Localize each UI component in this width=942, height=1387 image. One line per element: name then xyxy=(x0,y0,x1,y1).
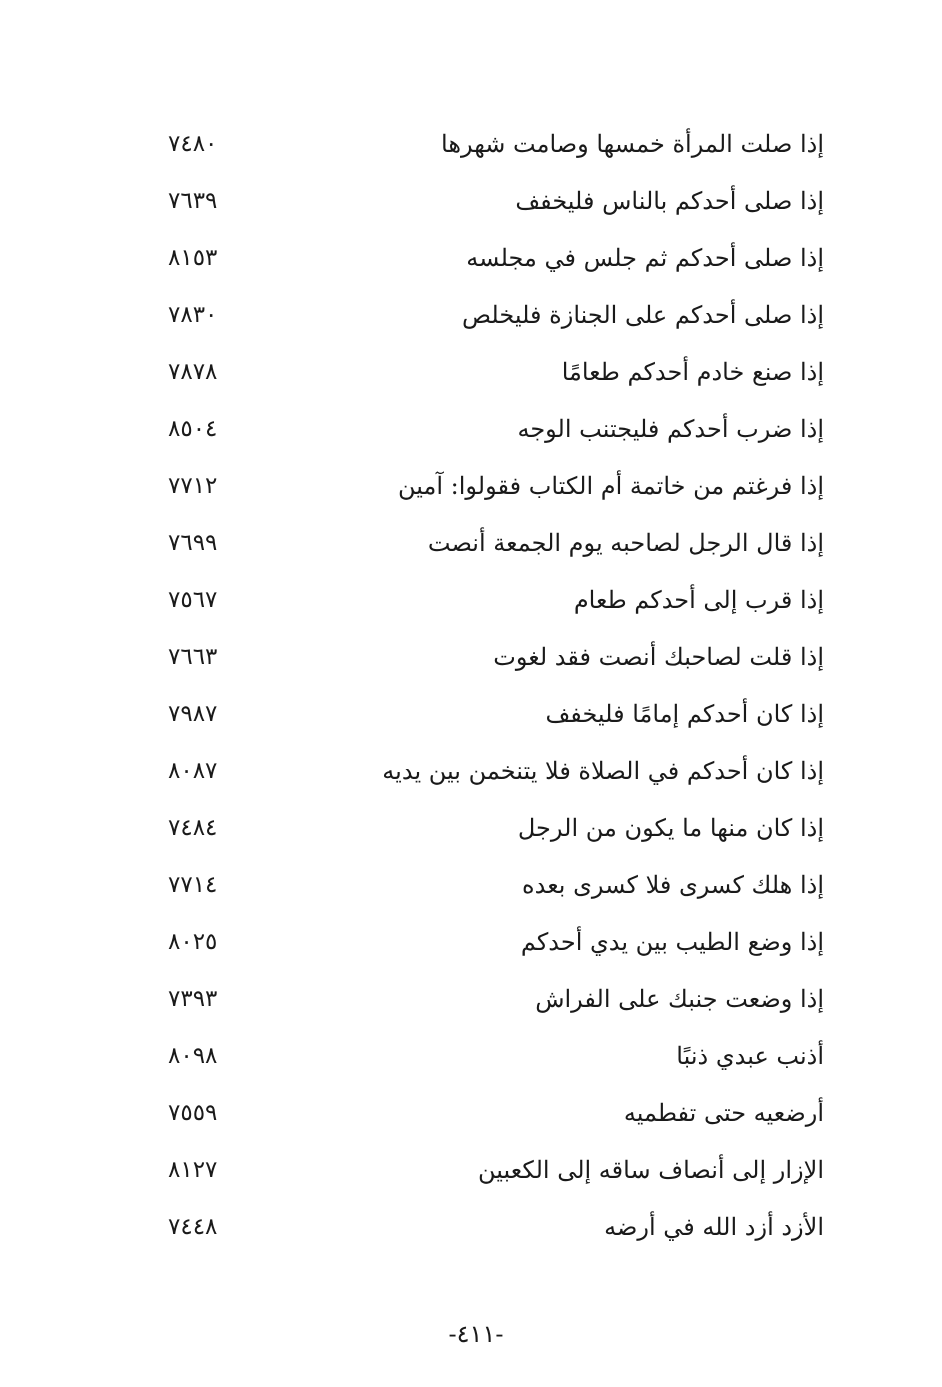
hadith-opening-text: إذا صلى أحدكم ثم جلس في مجلسه xyxy=(466,244,824,272)
page-number: -٤١١- xyxy=(448,1320,504,1348)
index-entry xyxy=(0,173,942,230)
hadith-number: ٨٠٨٧ xyxy=(168,758,218,784)
hadith-number: ٧٣٩٣ xyxy=(168,986,218,1012)
hadith-opening-text: إذا وضع الطيب بين يدي أحدكم xyxy=(520,928,824,956)
hadith-opening-text: إذا صلت المرأة خمسها وصامت شهرها xyxy=(441,130,824,158)
index-entry xyxy=(0,401,942,458)
index-entry xyxy=(0,857,942,914)
hadith-opening-text: إذا صنع خادم أحدكم طعامًا xyxy=(561,358,824,386)
hadith-opening-text: إذا كان منها ما يكون من الرجل xyxy=(517,814,824,842)
hadith-opening-text: أرضعيه حتى تفطميه xyxy=(623,1099,824,1127)
hadith-opening-text: إذا فرغتم من خاتمة أم الكتاب فقولوا: آمين xyxy=(397,472,824,500)
hadith-number: ٧٤٨٤ xyxy=(168,815,218,841)
index-entry xyxy=(0,629,942,686)
hadith-opening-text: إذا كان أحدكم في الصلاة فلا يتنخمن بين يديه xyxy=(382,757,824,785)
hadith-number: ٨١٥٣ xyxy=(168,245,218,271)
hadith-opening-text: إذا قال الرجل لصاحبه يوم الجمعة أنصت xyxy=(427,529,824,557)
hadith-opening-text: إذا صلى أحدكم بالناس فليخفف xyxy=(515,187,824,215)
hadith-number: ٧٥٥٩ xyxy=(168,1100,218,1126)
hadith-number: ٧٩٨٧ xyxy=(168,701,218,727)
hadith-number: ٧٨٧٨ xyxy=(168,359,218,385)
index-entry xyxy=(0,1142,942,1199)
hadith-number: ٨٠٩٨ xyxy=(168,1043,218,1069)
index-entry xyxy=(0,344,942,401)
hadith-opening-text: أذنب عبدي ذنبًا xyxy=(676,1042,824,1070)
hadith-number: ٧٨٣٠ xyxy=(168,302,218,328)
hadith-number: ٧٧١٢ xyxy=(168,473,218,499)
index-entry xyxy=(0,914,942,971)
index-entry xyxy=(0,515,942,572)
index-entry xyxy=(0,1199,942,1256)
index-entry xyxy=(0,116,942,173)
hadith-opening-text: الأزد أزد الله في أرضه xyxy=(604,1213,824,1241)
index-entry xyxy=(0,800,942,857)
index-entry xyxy=(0,1028,942,1085)
index-entry xyxy=(0,230,942,287)
hadith-opening-text: إذا هلك كسرى فلا كسرى بعده xyxy=(522,871,824,899)
hadith-opening-text: إذا وضعت جنبك على الفراش xyxy=(535,985,824,1013)
hadith-opening-text: إذا قرب إلى أحدكم طعام xyxy=(573,586,824,614)
index-entry xyxy=(0,458,942,515)
hadith-opening-text: إذا كان أحدكم إمامًا فليخفف xyxy=(545,700,824,728)
hadith-opening-text: الإزار إلى أنصاف ساقه إلى الكعبين xyxy=(478,1156,824,1184)
page-number-footer xyxy=(0,1316,942,1352)
index-entry xyxy=(0,686,942,743)
hadith-number: ٧٥٦٧ xyxy=(168,587,218,613)
hadith-number: ٧٦٦٣ xyxy=(168,644,218,670)
index-entry xyxy=(0,971,942,1028)
index-entry xyxy=(0,287,942,344)
hadith-number: ٨١٢٧ xyxy=(168,1157,218,1183)
index-entry xyxy=(0,1085,942,1142)
hadith-opening-text: إذا قلت لصاحبك أنصت فقد لغوت xyxy=(493,643,824,671)
index-entry xyxy=(0,743,942,800)
hadith-opening-text: إذا صلى أحدكم على الجنازة فليخلص xyxy=(462,301,824,329)
hadith-number: ٨٥٠٤ xyxy=(168,416,218,442)
hadith-number: ٧٧١٤ xyxy=(168,872,218,898)
hadith-index-list xyxy=(0,116,942,1256)
hadith-number: ٧٦٣٩ xyxy=(168,188,218,214)
index-entry xyxy=(0,572,942,629)
hadith-opening-text: إذا ضرب أحدكم فليجتنب الوجه xyxy=(517,415,824,443)
hadith-number: ٧٦٩٩ xyxy=(168,530,218,556)
hadith-number: ٧٤٤٨ xyxy=(168,1214,218,1240)
hadith-number: ٧٤٨٠ xyxy=(168,131,218,157)
hadith-number: ٨٠٢٥ xyxy=(168,929,218,955)
